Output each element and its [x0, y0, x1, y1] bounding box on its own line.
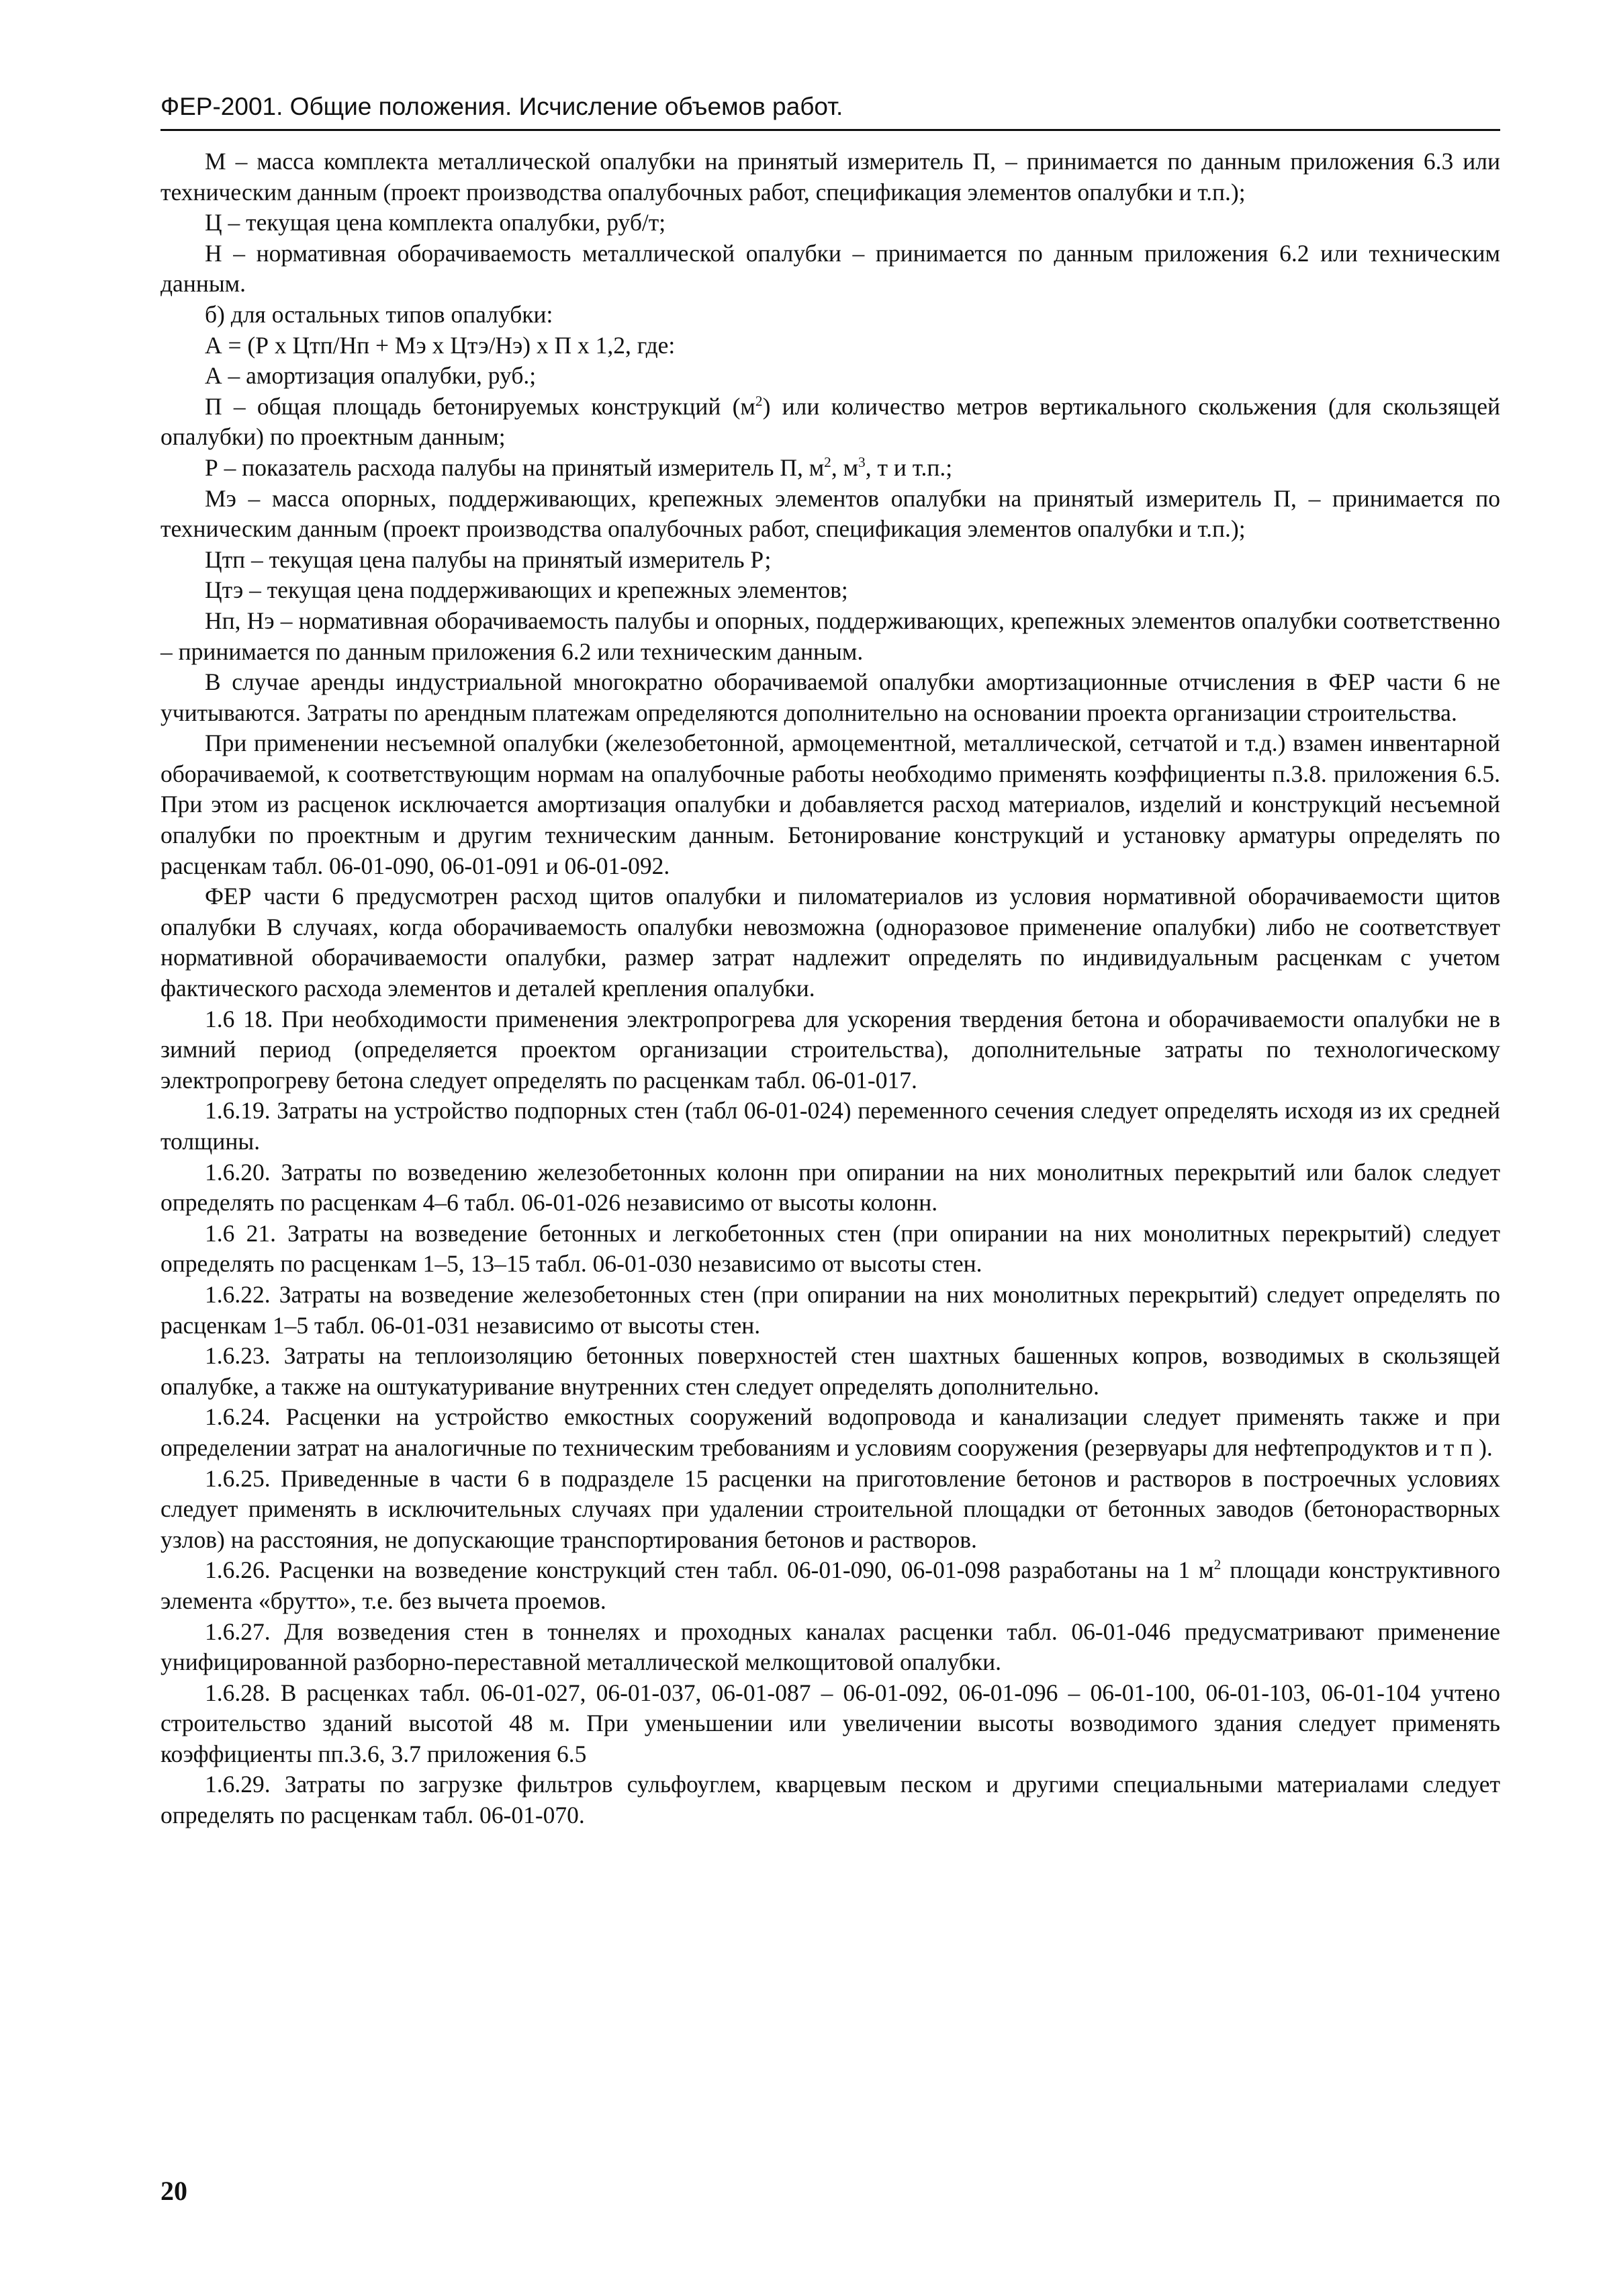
- paragraph-np-definition: Нп, Нэ – нормативная оборачиваемость палубы и опорных, поддерживающих, крепежных элементов опалубки соответственно – принимается по данным приложения 6.2 или техническим данным.: [160, 607, 1500, 665]
- paragraph-cte-definition: Цтэ – текущая цена поддерживающих и крепежных элементов;: [205, 576, 848, 604]
- paragraph-1-6-23: 1.6.23. Затраты на теплоизоляцию бетонных поверхностей стен шахтных башенных копров, возводимых в скользящей опалубке, а также на оштукатуривание внутренних стен следует определять дополнительно.: [160, 1342, 1500, 1400]
- paragraph-n-definition: Н – нормативная оборачиваемость металлической опалубки – принимается по данным приложения 6.2 или техническим данным.: [160, 239, 1500, 298]
- document-body: [160, 146, 1500, 1831]
- paragraph-a-definition: А – амортизация опалубки, руб.;: [205, 362, 537, 390]
- paragraph-1-6-22: 1.6.22. Затраты на возведение железобетонных стен (при опирании на них монолитных перекрытий) следует определять по расценкам 1–5 табл. 06-01-031 независимо от высоты стен.: [160, 1280, 1500, 1339]
- paragraph-1-6-28: 1.6.28. В расценках табл. 06-01-027, 06-01-037, 06-01-087 – 06-01-092, 06-01-096 – 06-01-100, 06-01-103, 06-01-104 учтено строительство зданий высотой 48 м. При уменьшении или увеличении высоты возводимого здания следует применять коэффициенты пп.3.6, 3.7 приложения 6.5: [160, 1679, 1500, 1767]
- paragraph-1-6-18: 1.6 18. При необходимости применения электропрогрева для ускорения твердения бетона и оборачиваемости опалубки не в зимний период (определяется проектом организации строительства), дополнительные затраты по технологическому электропрогреву бетона следует определять по расценкам табл. 06-01-017.: [160, 1005, 1500, 1094]
- header-title: ФЕР-2001. Общие положения. Исчисление объемов работ.: [160, 93, 843, 120]
- paragraph-ctp-definition: Цтп – текущая цена палубы на принятый измеритель Р;: [205, 545, 772, 573]
- paragraph-1-6-27: 1.6.27. Для возведения стен в тоннелях и проходных каналах расценки табл. 06-01-046 предусматривают применение унифицированной разборно-переставной металлической мелкощитовой опалубки.: [160, 1618, 1500, 1676]
- paragraph-m-definition: М – масса комплекта металлической опалубки на принятый измеритель П, – принимается по данным приложения 6.3 или техническим данным (проект производства опалубочных работ, спецификация элементов опалубки и т.п.);: [160, 148, 1500, 206]
- paragraph-c-definition: Ц – текущая цена комплекта опалубки, руб/т;: [205, 209, 666, 236]
- paragraph-p-definition: П – общая площадь бетонируемых конструкций $(м^2)$ или количество метров вертикального скольжения (для скользящей опалубки) по проектным данным;: [160, 392, 1500, 451]
- paragraph-fer6: ФЕР части 6 предусмотрен расход щитов опалубки и пиломатериалов из условия нормативной оборачиваемости щитов опалубки В случаях, когда оборачиваемость опалубки невозможна (одноразовое применение опалубки) либо не соответствует нормативной оборачиваемости опалубки, размер затрат надлежит определять по индивидуальным расценкам с учетом фактического расхода элементов и деталей крепления опалубки.: [160, 883, 1500, 1002]
- paragraph-1-6-25: 1.6.25. Приведенные в части 6 в подразделе 15 расценки на приготовление бетонов и растворов в построечных условиях следует применять в исключительных случаях при удалении строительной площадки от бетонных заводов (бетонорастворных узлов) на расстояния, не допускающие транспортирования бетонов и растворов.: [160, 1464, 1500, 1553]
- paragraph-1-6-29: 1.6.29. Затраты по загрузке фильтров сульфоуглем, кварцевым песком и другими специальными материалами следует определять по расценкам табл. 06-01-070.: [160, 1771, 1500, 1829]
- paragraph-r-definition: Р – показатель расхода палубы на принятый измеритель П, $м^2$, $м^3$, т и т.п.;: [205, 453, 953, 481]
- paragraph-rent: В случае аренды индустриальной многократно оборачиваемой опалубки амортизационные отчисления в ФЕР части 6 не учитываются. Затраты по арендным платежам определяются дополнительно на основании проекта организации строительства.: [160, 668, 1500, 726]
- paragraph-1-6-26: 1.6.26. Расценки на возведение конструкций стен табл. 06-01-090, 06-01-098 разработаны на 1 $м^2$ площади конструктивного элемента «брутто», т.е. без вычета проемов.: [160, 1556, 1500, 1614]
- paragraph-1-6-24: 1.6.24. Расценки на устройство емкостных сооружений водопровода и канализации следует применять также и при определении затрат на аналогичные по техническим требованиям и условиям сооружения (резервуары для нефтепродуктов и т п ).: [160, 1403, 1500, 1461]
- paragraph-me-definition: Мэ – масса опорных, поддерживающих, крепежных элементов опалубки на принятый измеритель П, – принимается по техническим данным (проект производства опалубочных работ, спецификация элементов опалубки и т.п.);: [160, 484, 1500, 543]
- formula: А = (Р х Цтп/Нп + Мэ х Цтэ/Нэ) х П х 1,2, где:: [205, 331, 676, 359]
- paragraph-fixed-formwork: При применении несъемной опалубки (железобетонной, армоцементной, металлической, сетчатой и т.д.) взамен инвентарной оборачиваемой, к соответствующим нормам на опалубочные работы необходимо применять коэффициенты п.3.8. приложения 6.5. При этом из расценок исключается амортизация опалубки и добавляется расход материалов, изделий и конструкций несъемной опалубки по проектным и другим техническим данным. Бетонирование конструкций и установку арматуры определять по расценкам табл. 06-01-090, 06-01-091 и 06-01-092.: [160, 730, 1500, 879]
- paragraph-1-6-19: 1.6.19. Затраты на устройство подпорных стен (табл 06-01-024) переменного сечения следует определять исходя из их средней толщины.: [160, 1097, 1500, 1155]
- paragraph-1-6-20: 1.6.20. Затраты по возведению железобетонных колонн при опирании на них монолитных перекрытий или балок следует определять по расценкам 4–6 табл. 06-01-026 независимо от высоты колонн.: [160, 1158, 1500, 1217]
- paragraph-1-6-21: 1.6 21. Затраты на возведение бетонных и легкобетонных стен (при опирании на них монолитных перекрытий) следует определять по расценкам 1–5, 13–15 табл. 06-01-030 независимо от высоты стен.: [160, 1219, 1500, 1278]
- page-number: 20: [160, 2176, 187, 2206]
- paragraph-b-intro: б) для остальных типов опалубки:: [205, 300, 553, 328]
- page-header: [160, 82, 1500, 131]
